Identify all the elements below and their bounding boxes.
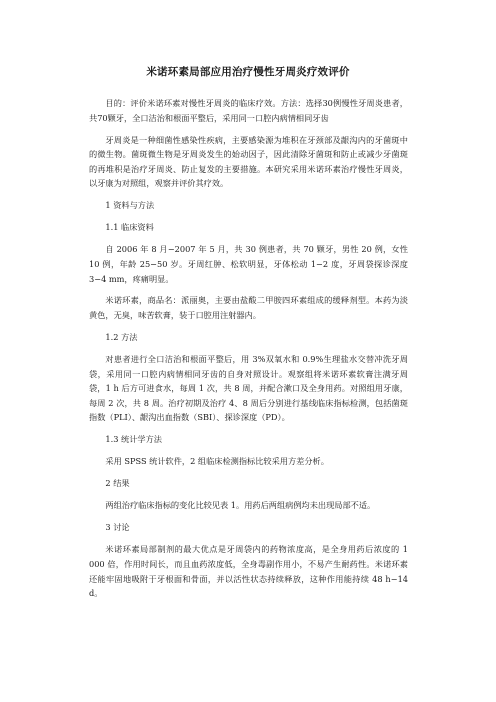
subsection-heading-statistics: 1.3 统计学方法 xyxy=(105,434,162,445)
method-paragraph: 对患者进行全口洁治和根面平整后，用 3%双氧水和 0.9%生理盐水交替冲洗牙周袋，采用同一口腔内病情相同牙齿的自身对照设计。观察组将米诺环素软膏注满牙周袋，1 h 后方可进食水，每周 1 次，共 8 周，并配合漱口及全身用药。对照组用牙康，每周 2 次，共 8 周。治疗初期及治疗 4、8 周后分别进行基线临床指标检测，包括菌斑指数（PLI）、龈沟出血指数（SBI）、探诊深度（PD）。 xyxy=(89,354,408,423)
drug-description-paragraph: 米诺环素，商品名：派丽奥，主要由盐酸二甲胺四环素组成的缓释剂型。本药为淡黄色，无臭，味苦软膏，装于口腔用注射器内。 xyxy=(89,295,408,321)
discussion-paragraph: 米诺环素局部制剂的最大优点是牙周袋内的药物浓度高，是全身用药后浓度的 1 000 倍，作用时间长，而且血药浓度低，全身毒副作用小，不易产生耐药性。米诺环素还能牢固地吸附于牙根面和骨面，并以活性状态持续释放，这种作用能持续 48 h−14 d。 xyxy=(89,544,408,599)
section-heading-materials-methods: 1 资料与方法 xyxy=(105,200,155,211)
subsection-heading-method: 1.2 方法 xyxy=(105,332,138,343)
intro-paragraph: 牙周炎是一种细菌性感染性疾病，主要感染源为堆积在牙颈部及龈沟内的牙菌斑中的微生物。菌斑微生物是牙周炎发生的始动因子，因此清除牙菌斑和防止或减少牙菌斑的再堆积是治疗牙周炎、防止复发的主要措施。本研究采用米诺环素治疗慢性牙周炎，以牙康为对照组，观察并评价其疗效。 xyxy=(89,134,408,189)
clinical-data-paragraph: 自 2006 年 8 月−2007 年 5 月，共 30 例患者，共 70 颗牙，男性 20 例，女性 10 例，年龄 25−50 岁。牙周红肿、松软明显，牙体松动 1−2 度，牙周袋探诊深度 3−4 mm，疼痛明显。 xyxy=(89,244,408,284)
document-title: 米诺环素局部应用治疗慢性牙周炎疗效评价 xyxy=(146,66,350,78)
statistics-paragraph: 采用 SPSS 统计软件，2 组临床检测指标比较采用方差分析。 xyxy=(105,456,329,467)
abstract-paragraph: 目的：评价米诺环素对慢性牙周炎的临床疗效。方法：选择30例慢性牙周炎患者，共70颗牙，全口洁治和根面平整后，采用同一口腔内病情相同牙齿 xyxy=(89,98,408,123)
document-body xyxy=(89,96,408,608)
section-heading-results: 2 结果 xyxy=(105,478,130,489)
subsection-heading-clinical-data: 1.1 临床资料 xyxy=(105,222,154,233)
results-paragraph: 两组治疗临床指标的变化比较见表 1。用药后两组病例均未出现局部不适。 xyxy=(105,500,376,511)
section-heading-discussion: 3 讨论 xyxy=(105,522,130,533)
